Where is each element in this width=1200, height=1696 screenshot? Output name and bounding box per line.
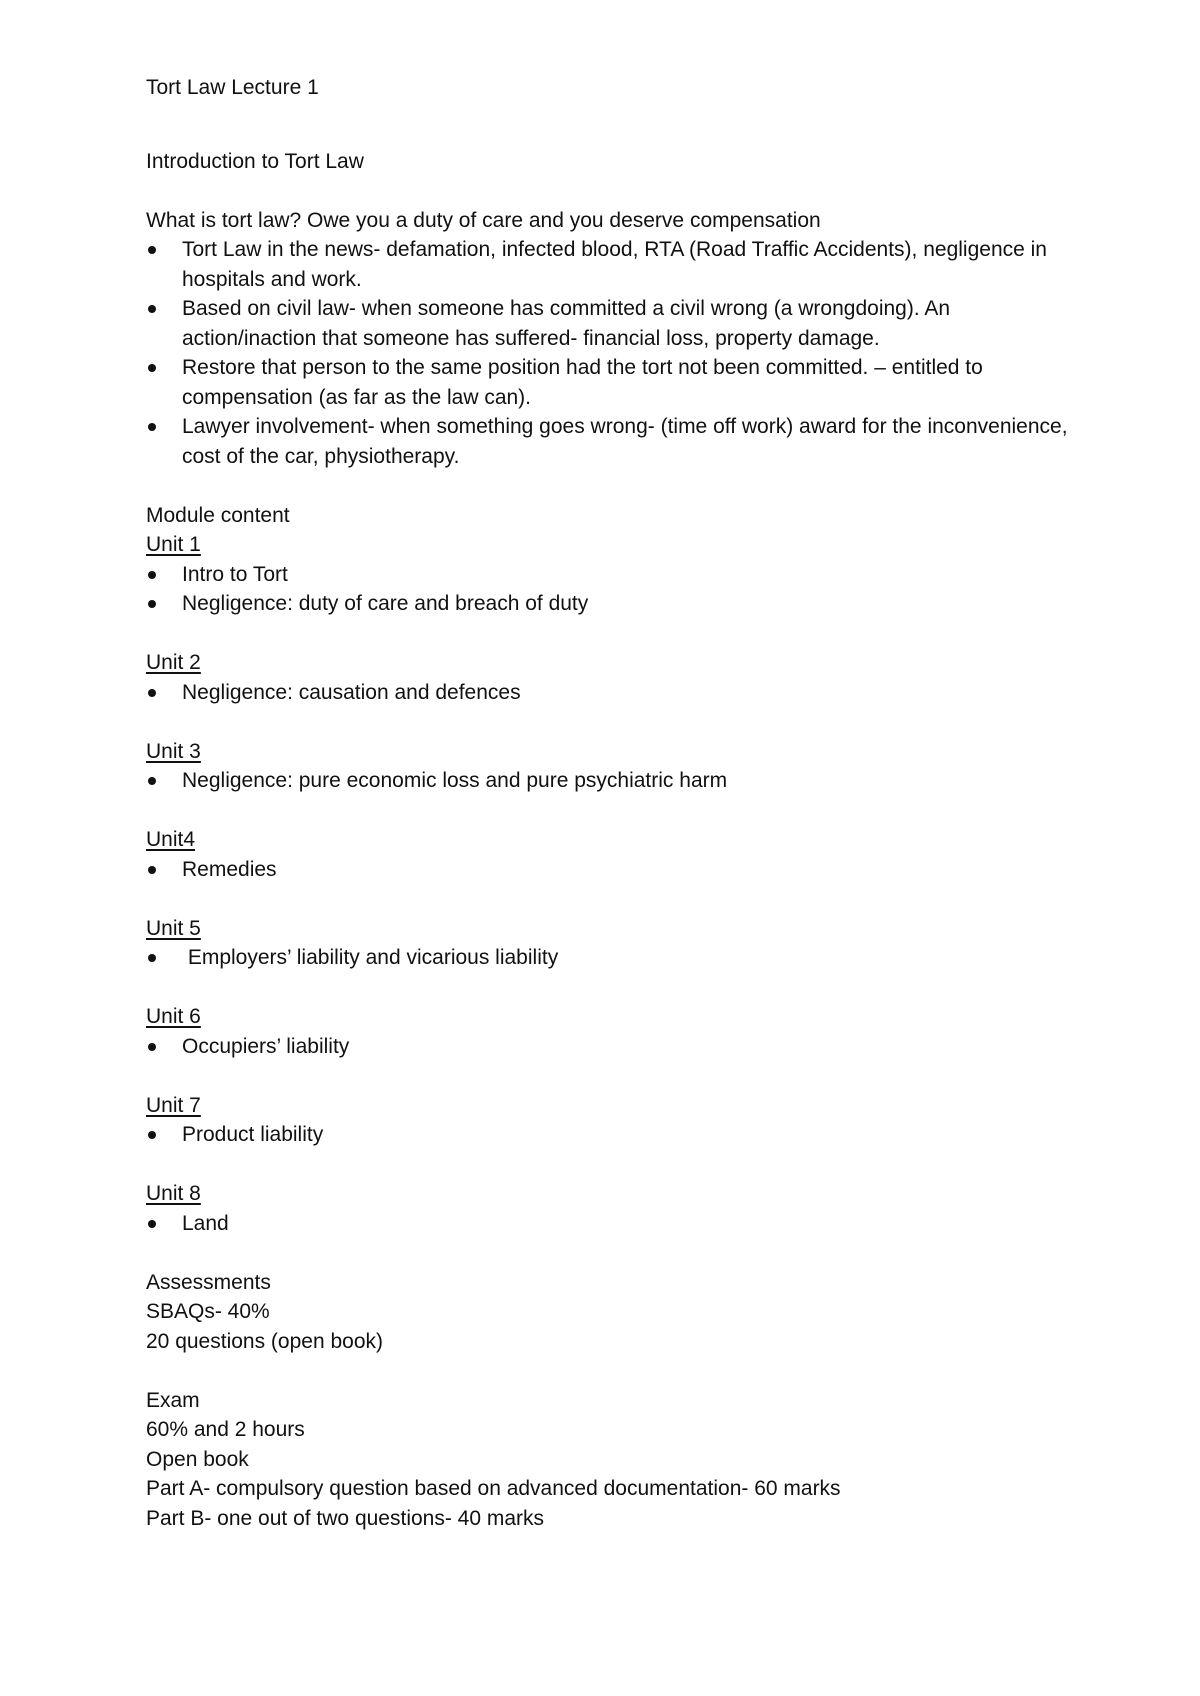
unit-5-list: [146, 943, 1076, 973]
list-item-text: Occupiers’ liability: [182, 1034, 350, 1058]
intro-heading: Introduction to Tort Law: [146, 149, 364, 173]
unit-6-heading: Unit 6: [146, 1005, 201, 1028]
list-item: [146, 1120, 1076, 1150]
bullet-icon: [148, 1131, 156, 1139]
unit-8-heading: Unit 8: [146, 1182, 201, 1205]
bullet-icon: [148, 866, 156, 874]
bullet-icon: [148, 954, 156, 962]
list-item: [146, 1032, 1076, 1062]
list-item: [146, 1209, 1076, 1239]
assessments-sbaq: SBAQs- 40%: [146, 1300, 270, 1323]
list-item: [146, 943, 1076, 973]
list-item-text: Lawyer involvement- when something goes wrong- (time off work) award for the inconvenience, cost of the car, physiotherapy.: [182, 415, 1068, 468]
list-item: [146, 589, 1076, 619]
list-item-text: Land: [182, 1211, 229, 1235]
exam-format: Open book: [146, 1447, 249, 1471]
unit-2-list: [146, 678, 1076, 708]
bullet-icon: [148, 777, 156, 785]
bullet-icon: [148, 1043, 156, 1051]
exam-part-b: Part B- one out of two questions- 40 marks: [146, 1506, 545, 1530]
bullet-icon: [148, 246, 156, 254]
module-heading: Module content: [146, 503, 290, 527]
list-item-text: Remedies: [182, 857, 277, 881]
list-item-text: Negligence: pure economic loss and pure psychiatric harm: [182, 769, 728, 792]
bullet-icon: [148, 423, 156, 431]
unit-7-list: [146, 1120, 1076, 1150]
list-item: [146, 766, 1076, 796]
unit-4-list: [146, 855, 1076, 885]
unit-7-heading: Unit 7: [146, 1093, 201, 1117]
list-item-text: Restore that person to the same position had the tort not been committed. – entitled to compensation (as far as the law can).: [182, 356, 983, 409]
intro-bullet-list: [146, 235, 1076, 471]
unit-2-heading: Unit 2: [146, 651, 201, 674]
list-item: [146, 855, 1076, 885]
document-title: Tort Law Lecture 1: [146, 76, 319, 99]
bullet-icon: [148, 305, 156, 313]
unit-8-list: [146, 1209, 1076, 1239]
bullet-icon: [148, 689, 156, 697]
list-item: [146, 560, 1076, 590]
list-item-text: Negligence: causation and defences: [182, 680, 521, 704]
bullet-icon: [148, 571, 156, 579]
list-item-text: Intro to Tort: [182, 562, 288, 586]
document-page: [146, 73, 1076, 1533]
list-item-text: Tort Law in the news- defamation, infected blood, RTA (Road Traffic Accidents), negligence in hospitals and work.: [182, 238, 1047, 291]
list-item-text: Negligence: duty of care and breach of duty: [182, 592, 589, 615]
unit-1-list: [146, 560, 1076, 619]
list-item-text: Based on civil law- when someone has committed a civil wrong (a wrongdoing). An action/inaction that someone has suffered- financial loss, property damage.: [182, 297, 951, 350]
bullet-icon: [148, 364, 156, 372]
intro-question: What is tort law? Owe you a duty of care and you deserve compensation: [146, 208, 821, 232]
bullet-icon: [148, 1220, 156, 1228]
unit-1-heading: Unit 1: [146, 533, 201, 556]
list-item: [146, 678, 1076, 708]
list-item: [146, 412, 1076, 471]
unit-4-heading: Unit4: [146, 828, 196, 851]
list-item-text: Employers’ liability and vicarious liability: [182, 946, 559, 969]
unit-3-list: [146, 766, 1076, 796]
unit-6-list: [146, 1032, 1076, 1062]
assessments-questions: 20 questions (open book): [146, 1329, 383, 1353]
unit-3-heading: Unit 3: [146, 739, 201, 763]
exam-part-a: Part A- compulsory question based on advanced documentation- 60 marks: [146, 1477, 841, 1500]
list-item: [146, 294, 1076, 353]
bullet-icon: [148, 600, 156, 608]
exam-heading: Exam: [146, 1388, 200, 1412]
list-item: [146, 353, 1076, 412]
exam-weight: 60% and 2 hours: [146, 1418, 305, 1441]
unit-5-heading: Unit 5: [146, 916, 201, 940]
list-item: [146, 235, 1076, 294]
list-item-text: Product liability: [182, 1123, 324, 1146]
assessments-heading: Assessments: [146, 1270, 271, 1294]
